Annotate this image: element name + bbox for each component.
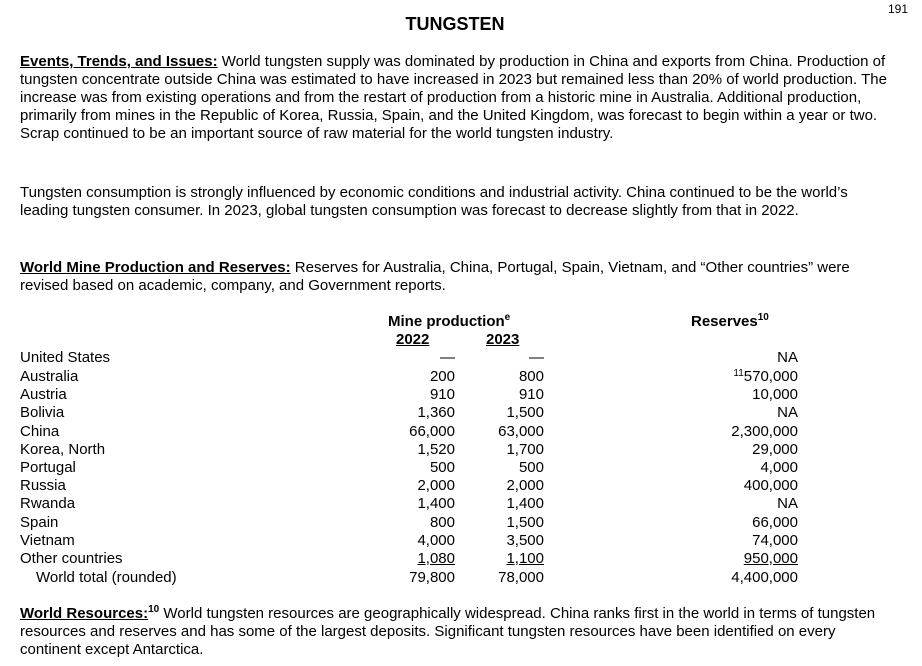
reserves-value: 66,000 [752,514,798,531]
reserves-cell [731,569,798,587]
reserves-cell [744,550,798,568]
mine-production-label: Mine production [388,313,505,330]
reserves-cell [733,368,798,386]
production-2022-cell: 2,000 [417,477,455,494]
events-text: World tungsten supply was dominated by production in China and exports from China. Production of tungsten concentrate outside China was estimated to have increased in 2023 but remained less than 20% of world production. The increase was from existing operations and from the restart of production from a historic mine in Australia. Additional production, primarily from mines in the Republic of Korea, Russia, Spain, and the United Kingdom, was forecast to begin within a year or two. Scrap continued to be an important source of raw material for the world tungsten industry. [20,53,887,142]
country-cell: Rwanda [20,495,76,512]
resources-note: 10 [148,604,160,615]
reserves-cell [752,386,798,404]
table-row [20,386,800,404]
production-2023-cell: 1,400 [506,495,544,512]
events-heading: Events, Trends, and Issues: [20,53,218,70]
reserves-cell [760,459,798,477]
country-cell: Korea, North [20,441,106,458]
production-2023-cell: 2,000 [506,477,544,494]
footnote-marker: 11 [733,368,744,379]
production-2023-cell: 1,500 [506,514,544,531]
production-2022-cell: 4,000 [417,532,455,549]
table-row [20,514,800,532]
production-2022-cell: 66,000 [409,423,455,440]
table-row [20,459,800,477]
year-2023-header: 2023 [486,331,520,348]
consumption-text: Tungsten consumption is strongly influenced by economic conditions and industrial activity. China continued to be the world’s leading tungsten consumer. In 2023, global tungsten consumption was forecast to decrease slightly from that in 2022. [20,184,848,219]
production-2022-cell: 1,360 [417,404,455,421]
production-2023-cell: 910 [518,386,544,403]
production-2023-cell: 1,500 [506,404,544,421]
country-cell: China [20,423,60,440]
production-2022-cell: 1,520 [417,441,455,458]
production-2022-cell: 200 [429,368,455,385]
table-row [20,550,800,568]
reserves-value: 4,400,000 [731,569,798,586]
reserves-cell [731,423,798,441]
reserves-header [691,313,769,331]
reserves-note: 10 [757,312,769,323]
production-2023-cell: 1,700 [506,441,544,458]
reserves-value: NA [777,349,798,366]
reserves-value: 4,000 [760,459,798,476]
reserves-value: 400,000 [743,477,798,494]
production-paragraph [20,259,900,295]
reserves-value: 10,000 [752,386,798,403]
estimate-note: e [504,312,511,323]
production-2022-cell: 910 [429,386,455,403]
table-row [20,477,800,495]
country-cell: Portugal [20,459,76,476]
reserves-value: 29,000 [752,441,798,458]
country-cell: Austria [20,386,67,403]
reserves-value: 570,000 [743,368,798,385]
events-paragraph [20,53,900,143]
country-cell: Australia [20,368,79,385]
reserves-value: 74,000 [752,532,798,549]
country-cell: Spain [20,514,59,531]
reserves-cell [752,441,798,459]
table-row [20,569,800,587]
country-cell: Bolivia [20,404,65,421]
reserves-cell [752,514,798,532]
page-number: 191 [887,2,908,16]
production-2023-cell: 1,100 [506,550,544,567]
production-text: Reserves for Australia, China, Portugal, Spain, Vietnam, and “Other countries” were revised based on academic, company, and Government reports. [20,259,850,294]
production-2023-cell: 78,000 [498,569,544,586]
production-2022-cell: 1,400 [417,495,455,512]
reserves-cell [777,495,798,513]
consumption-paragraph [20,184,900,220]
production-2023-cell: — [529,349,544,366]
reserves-label: Reserves [691,313,758,330]
production-2022-cell: 1,080 [417,550,455,567]
page-title: TUNGSTEN [405,14,505,34]
country-cell: Vietnam [20,532,75,549]
reserves-cell [777,404,798,422]
table-row [20,495,800,513]
production-2023-cell: 800 [518,368,544,385]
reserves-cell [744,477,798,495]
country-cell: United States [20,349,111,366]
production-heading: World Mine Production and Reserves: [20,259,291,276]
table-row [20,423,800,441]
mine-production-header [388,313,510,331]
country-cell: Other countries [20,550,123,567]
resources-heading: World Resources: [20,605,149,622]
resources-text: World tungsten resources are geographically widespread. China ranks first in the world in terms of tungsten resources and reserves and has some of the largest deposits. Significant tungsten resources have been identified on every continent except Antarctica. [20,605,876,658]
production-2022-cell: 79,800 [409,569,455,586]
reserves-value: NA [777,495,798,512]
reserves-cell [777,349,798,367]
resources-paragraph [20,605,900,659]
year-2022-header: 2022 [396,331,430,348]
production-2022-cell: 500 [429,459,455,476]
production-2023-cell: 63,000 [498,423,544,440]
country-cell: Russia [20,477,66,494]
production-2023-cell: 500 [518,459,544,476]
reserves-cell [752,532,798,550]
production-2022-cell: — [440,349,455,366]
table-row [20,441,800,459]
table-row [20,404,800,422]
reserves-value: 950,000 [743,550,798,567]
production-2023-cell: 3,500 [506,532,544,549]
reserves-value: NA [777,404,798,421]
table-row [20,368,800,386]
reserves-value: 2,300,000 [731,423,798,440]
table-row [20,349,800,367]
production-2022-cell: 800 [429,514,455,531]
country-cell: World total (rounded) [36,569,177,586]
table-row [20,532,800,550]
